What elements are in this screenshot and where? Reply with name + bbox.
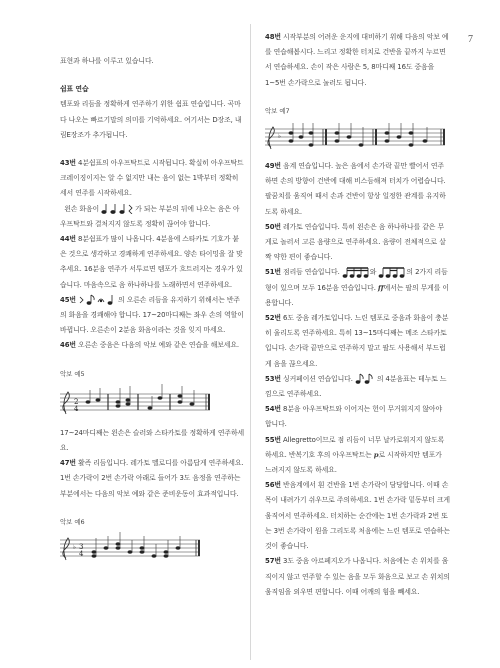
- music-staff-example-5-icon: [60, 382, 245, 426]
- syncopation-notes-icon: [355, 373, 377, 384]
- item-54: 54번 8분음 아우프탁트와 이어지는 헌이 무거워지지 않아야 합니다.: [265, 405, 443, 429]
- after-example-5: 17~24마디째는 왼손은 슬러와 스타카토를 정확하게 연주하세요.: [60, 428, 245, 453]
- item-46: 46번 오른손 중음은 다음의 악보 예와 같은 연습을 해보세요.: [60, 341, 240, 350]
- item-55: 55번 Allegretto이므로 점 리듬이 너무 날카로워지지 않도록 하세요. 반복기호 후의 아우프탁트는 p로 시작하지만 템포가 느려지지 않도록 하세요.: [265, 435, 445, 475]
- right-column: [265, 30, 450, 600]
- page-number: 7: [468, 34, 473, 45]
- svg-text:4: 4: [79, 550, 84, 559]
- item-57: 57번 3도 중음 아르페지오가 나옵니다. 처음에는 손 위치를 움직이지 않고 연주할 수 있는 음을 모두 화음으로 보고 손 위치의 움직임을 외우면 편합니다. 이때 어깨의 힘을 빼세요.: [265, 557, 450, 596]
- item-44: 44번 8분쉼표가 많이 나옵니다. 4분음에 스타카토 기호가 붙은 것으로 생각하고 경쾌하게 연주하세요. 양손 타이밍을 잘 맞추세요. 16분음 연주가 서투르면 템포가 흐트러지는 경우가 있습니다. 마음속으로 음 하나하나를 노래하면서 연주하세요.: [60, 235, 243, 289]
- item-48: 48번 시작부분의 어려운 운지에 대비하기 위해 다음의 악보 예를 연습해봅시다. 느리고 정확한 터치로 건반을 끝까지 누르면서 연습하세요. 손이 작은 사람은 5, 8마디째 16도 중음을 1~5번 손가락으로 눌러도 됩니다.: [265, 33, 449, 87]
- fermata-rest-icon: [78, 294, 118, 305]
- left-column: [60, 54, 245, 574]
- dotted-rhythm-icon-2: [378, 267, 406, 278]
- item-43-cont: 왼손 화음이 가 되는 부분의 뒤에 나오는 음은 아우프탁트와 결처지지 않도록 정확히 끊어야 합니다.: [60, 204, 240, 228]
- example-5-caption: 악보 예5: [60, 369, 85, 378]
- item-43: 43번 4분쉼표의 아우프탁트로 시작됩니다. 확실히 아우프탁트 크레이징이지는 알 수 없지만 내는 음이 없는 1박부터 정확히 세서 연주를 시작하세요.: [60, 159, 244, 198]
- item-51: 51번 점리듬 연습입니다. 와 의 2가지 리듬형이 있으며 모두 16분음 연습입니다. ff에서는 팔의 무게를 이용합니다.: [265, 268, 449, 307]
- item-49: 49번 음계 연습입니다. 높은 음에서 손가락 끝만 빨어서 연주하면 손의 방향이 건반에 대해 비스듬해져 터치가 어렵습니다. 팔꿈치를 움직여 때서 손과 건반이 항상 일정한 관계를 유지하도록 하세요.: [265, 162, 446, 216]
- column-divider: [250, 24, 251, 660]
- item-53: 53번 싱커페이션 연습입니다. 의 4분음표는 테누토 느낌으로 연주하세요.: [265, 374, 447, 399]
- svg-text:4: 4: [74, 404, 79, 413]
- svg-text:2: 2: [74, 397, 79, 406]
- item-52: 52번 6도 중음 레가토입니다. 느린 템포로 중음과 화음이 충분히 울리도록 연주하세요. 특히 13~15마디째는 메조 스타카토입니다. 손가락 끝만으로 연주하지 말고 팔도 사용해서 부드럽게 음을 끊으세요.: [265, 314, 449, 368]
- svg-text:♭: ♭: [73, 544, 76, 552]
- svg-text:3: 3: [79, 543, 84, 552]
- music-staff-example-6-icon: [60, 530, 245, 574]
- item-56: 56번 반음계에서 흰 건반을 1번 손가락이 담당합니다. 이때 손목이 내려가기 쉬우므로 주의하세요. 1번 손가락 밑동부터 크게 움직여서 연주하세요. 터치하는 순간에는 1번 손가락과 2번 또는 3번 손가락이 원을 그리도록 처음에는 느린 템포로 연습하는 것이 좋습니다.: [265, 481, 450, 551]
- item-45: 45번 의 오른손 리듬을 유지하기 위해서는 반주의 화음을 경쾌해야 합니다. 17~20마디째는 좌우 손의 역할이 바뀝니다. 오른손이 2분음 화음이라는 것을 잊지 마세요.: [60, 295, 244, 335]
- intro-paragraph: 표현과 하나를 이루고 있습니다.: [60, 57, 154, 65]
- example-6-caption: 악보 예6: [60, 517, 85, 526]
- rhythm-notes-icon: [101, 203, 135, 214]
- rest-paragraph: 템포와 리듬을 정확하게 연주하기 위한 쉼표 연습입니다. 곡마다 나오는 빠르기말의 의미를 기억하세요. 여기서는 D장조, 내림E장조가 추가됩니다.: [60, 100, 242, 139]
- music-staff-example-7-icon: [265, 119, 450, 159]
- example-7-caption: 악보 예7: [265, 106, 290, 115]
- item-47: 47번 활즉 리듬입니다. 레가토 멜로디를 아름답게 연주하세요. 1번 손가락이 2번 손가락 아래로 들어가 3도 음정을 연주하는 부분에서는 다음의 악보 예와 같은 준비운동이 효과적입니다.: [60, 459, 244, 498]
- item-50: 50번 레가토 연습입니다. 특히 왼손은 음 하나하나를 같은 무게로 놀러서 고른 음량으로 연주하세요. 음량이 전체적으로 살짝 약한 편이 좋습니다.: [265, 222, 446, 262]
- svg-text:♭: ♭: [278, 133, 281, 141]
- section-heading: 쉼표 연습: [60, 85, 89, 94]
- dotted-rhythm-icon: [342, 267, 370, 278]
